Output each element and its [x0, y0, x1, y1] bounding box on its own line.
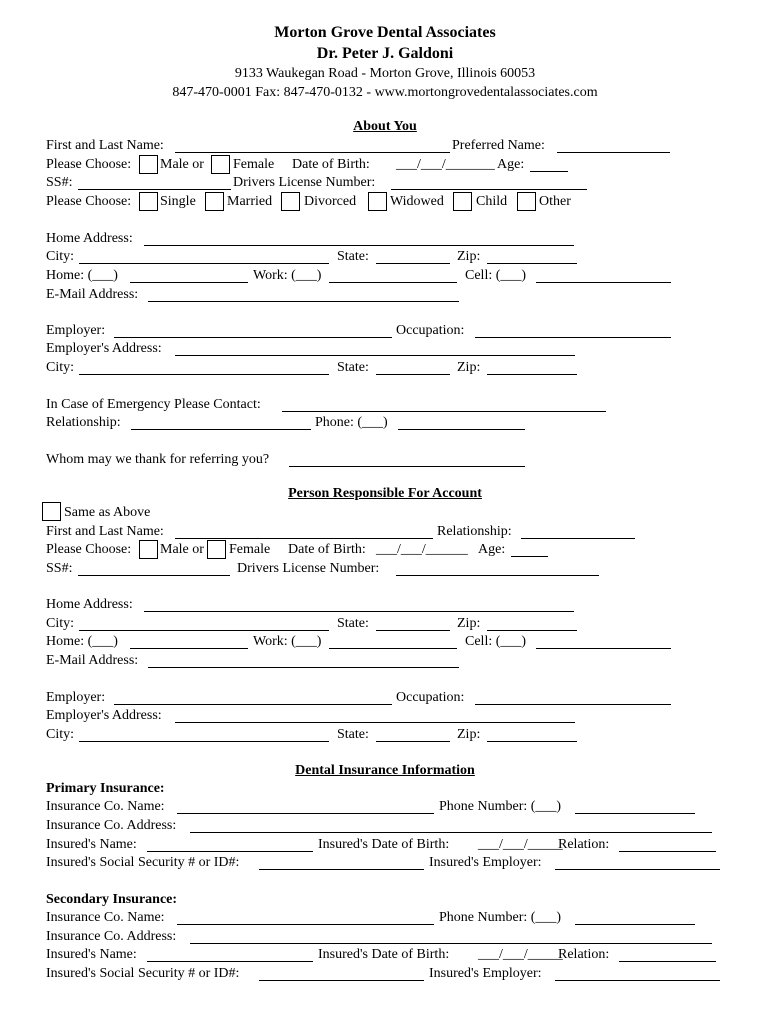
resp-female-checkbox[interactable] [207, 540, 226, 559]
employer-zip-field[interactable] [487, 359, 577, 375]
resp-home-address-label: Home Address: [46, 597, 133, 612]
referral-label: Whom may we thank for referring you? [46, 452, 270, 467]
divorced-label: Divorced [304, 194, 357, 209]
zip-label: Zip: [457, 249, 481, 264]
secondary-ssn-id-label: Insured's Social Security # or ID#: [46, 966, 240, 981]
resp-work-phone-label: Work: (___) [253, 634, 322, 649]
resp-employer-zip-field[interactable] [487, 726, 577, 742]
resp-age-label: Age: [478, 542, 506, 557]
primary-insured-dob-field[interactable]: ___/___/_____ [478, 837, 563, 852]
employer-field[interactable] [114, 322, 392, 338]
resp-ssn-field[interactable] [78, 560, 230, 576]
resp-employer-address-field[interactable] [175, 707, 575, 723]
insurance-heading: Dental Insurance Information [295, 763, 475, 778]
ssn-label: SS#: [46, 175, 73, 190]
preferred-name-label: Preferred Name: [452, 138, 545, 153]
secondary-relation-field[interactable] [619, 946, 716, 962]
emergency-phone-field[interactable] [398, 414, 525, 430]
resp-please-choose-label: Please Choose: [46, 542, 132, 557]
employer-zip-label: Zip: [457, 360, 481, 375]
work-phone-label: Work: (___) [253, 268, 322, 283]
secondary-employer-field[interactable] [555, 965, 720, 981]
resp-city-field[interactable] [79, 615, 329, 631]
resp-occupation-label: Occupation: [396, 690, 465, 705]
referral-field[interactable] [289, 451, 525, 467]
resp-employer-state-label: State: [337, 727, 369, 742]
secondary-phone-field[interactable] [575, 909, 695, 925]
resp-relationship-label: Relationship: [437, 524, 512, 539]
practice-contact: 847-470-0001 Fax: 847-470-0132 - www.mortongrovedentalassociates.com [172, 85, 598, 100]
age-field[interactable] [530, 156, 568, 172]
home-address-label: Home Address: [46, 231, 133, 246]
primary-co-name-field[interactable] [177, 798, 434, 814]
resp-employer-field[interactable] [114, 689, 392, 705]
resp-employer-zip-label: Zip: [457, 727, 481, 742]
practice-name: Morton Grove Dental Associates [274, 24, 496, 41]
resp-employer-label: Employer: [46, 690, 106, 705]
zip-field[interactable] [487, 248, 577, 264]
emergency-relationship-label: Relationship: [46, 415, 121, 430]
secondary-insured-dob-field[interactable]: ___/___/_____ [478, 947, 563, 962]
resp-female-label: Female [229, 542, 271, 557]
male-checkbox[interactable] [139, 155, 158, 174]
occupation-field[interactable] [475, 322, 671, 338]
practice-address: 9133 Waukegan Road - Morton Grove, Illinois 60053 [234, 66, 536, 81]
marital-please-choose-label: Please Choose: [46, 194, 132, 209]
resp-employer-state-field[interactable] [376, 726, 450, 742]
resp-city-label: City: [46, 616, 75, 631]
primary-relation-label: Relation: [558, 837, 610, 852]
resp-male-checkbox[interactable] [139, 540, 158, 559]
secondary-insured-dob-label: Insured's Date of Birth: [318, 947, 450, 962]
primary-co-address-field[interactable] [190, 817, 712, 833]
ssn-field[interactable] [78, 174, 231, 190]
first-last-name-label: First and Last Name: [46, 138, 164, 153]
resp-drivers-license-label: Drivers License Number: [237, 561, 380, 576]
email-label: E-Mail Address: [46, 287, 139, 302]
first-last-name-field[interactable] [175, 137, 450, 153]
other-checkbox[interactable] [517, 192, 536, 211]
resp-work-phone-field[interactable] [329, 633, 457, 649]
resp-email-field[interactable] [148, 652, 459, 668]
secondary-insured-name-label: Insured's Name: [46, 947, 137, 962]
resp-cell-phone-field[interactable] [536, 633, 671, 649]
cell-phone-label: Cell: (___) [465, 268, 527, 283]
primary-insured-name-field[interactable] [147, 836, 313, 852]
state-field[interactable] [376, 248, 450, 264]
resp-dob-field[interactable]: ___/___/______ [376, 542, 468, 557]
resp-age-field[interactable] [511, 541, 548, 557]
email-field[interactable] [148, 286, 459, 302]
cell-phone-field[interactable] [536, 267, 671, 283]
emergency-relationship-field[interactable] [131, 414, 311, 430]
employer-address-label: Employer's Address: [46, 341, 162, 356]
secondary-relation-label: Relation: [558, 947, 610, 962]
resp-ssn-label: SS#: [46, 561, 73, 576]
male-or-label: Male or [160, 157, 204, 172]
same-as-above-label: Same as Above [64, 505, 151, 520]
doctor-name: Dr. Peter J. Galdoni [316, 45, 454, 62]
child-checkbox[interactable] [453, 192, 472, 211]
home-phone-field[interactable] [130, 267, 248, 283]
primary-employer-label: Insured's Employer: [429, 855, 542, 870]
resp-first-last-name-field[interactable] [175, 523, 433, 539]
resp-zip-label: Zip: [457, 616, 481, 631]
work-phone-field[interactable] [329, 267, 457, 283]
primary-co-address-label: Insurance Co. Address: [46, 818, 177, 833]
preferred-name-field[interactable] [557, 137, 670, 153]
primary-insured-dob-label: Insured's Date of Birth: [318, 837, 450, 852]
state-label: State: [337, 249, 369, 264]
resp-email-label: E-Mail Address: [46, 653, 139, 668]
resp-relationship-field[interactable] [521, 523, 635, 539]
employer-label: Employer: [46, 323, 106, 338]
resp-state-field[interactable] [376, 615, 450, 631]
emergency-contact-label: In Case of Emergency Please Contact: [46, 397, 261, 412]
resp-home-address-field[interactable] [144, 596, 574, 612]
resp-cell-phone-label: Cell: (___) [465, 634, 527, 649]
widowed-label: Widowed [390, 194, 444, 209]
dob-label: Date of Birth: [292, 157, 370, 172]
resp-employer-city-label: City: [46, 727, 75, 742]
widowed-checkbox[interactable] [368, 192, 387, 211]
single-label: Single [160, 194, 196, 209]
dob-field[interactable]: ___/___/_______ [396, 157, 495, 172]
resp-zip-field[interactable] [487, 615, 577, 631]
resp-drivers-license-field[interactable] [396, 560, 599, 576]
resp-employer-address-label: Employer's Address: [46, 708, 162, 723]
primary-employer-field[interactable] [555, 854, 720, 870]
age-label: Age: [497, 157, 525, 172]
employer-state-field[interactable] [376, 359, 450, 375]
primary-relation-field[interactable] [619, 836, 716, 852]
primary-insured-name-label: Insured's Name: [46, 837, 137, 852]
married-label: Married [227, 194, 273, 209]
resp-dob-label: Date of Birth: [288, 542, 366, 557]
primary-ssn-id-label: Insured's Social Security # or ID#: [46, 855, 240, 870]
secondary-insured-name-field[interactable] [147, 946, 313, 962]
primary-co-name-label: Insurance Co. Name: [46, 799, 165, 814]
secondary-co-address-label: Insurance Co. Address: [46, 929, 177, 944]
home-phone-label: Home: (___) [46, 268, 118, 283]
divorced-checkbox[interactable] [281, 192, 300, 211]
drivers-license-field[interactable] [391, 174, 587, 190]
employer-address-field[interactable] [175, 340, 575, 356]
secondary-co-name-label: Insurance Co. Name: [46, 910, 165, 925]
emergency-phone-label: Phone: (___) [315, 415, 388, 430]
primary-phone-label: Phone Number: (___) [439, 799, 562, 814]
resp-home-phone-field[interactable] [130, 633, 248, 649]
occupation-label: Occupation: [396, 323, 465, 338]
about-you-heading: About You [353, 119, 417, 134]
secondary-insurance-heading: Secondary Insurance: [46, 892, 178, 907]
resp-male-or-label: Male or [160, 542, 204, 557]
secondary-co-address-field[interactable] [190, 928, 712, 944]
secondary-employer-label: Insured's Employer: [429, 966, 542, 981]
female-label: Female [233, 157, 275, 172]
resp-state-label: State: [337, 616, 369, 631]
primary-phone-field[interactable] [575, 798, 695, 814]
employer-city-label: City: [46, 360, 75, 375]
single-checkbox[interactable] [139, 192, 158, 211]
other-label: Other [539, 194, 571, 209]
employer-state-label: State: [337, 360, 369, 375]
married-checkbox[interactable] [205, 192, 224, 211]
primary-ssn-id-field[interactable] [259, 854, 424, 870]
primary-insurance-heading: Primary Insurance: [46, 781, 165, 796]
female-checkbox[interactable] [211, 155, 230, 174]
resp-occupation-field[interactable] [475, 689, 671, 705]
home-address-field[interactable] [144, 230, 574, 246]
employer-city-field[interactable] [79, 359, 329, 375]
city-field[interactable] [79, 248, 329, 264]
responsible-heading: Person Responsible For Account [288, 486, 482, 501]
secondary-co-name-field[interactable] [177, 909, 434, 925]
same-as-above-checkbox[interactable] [42, 502, 61, 521]
secondary-ssn-id-field[interactable] [259, 965, 424, 981]
child-label: Child [476, 194, 508, 209]
resp-home-phone-label: Home: (___) [46, 634, 118, 649]
resp-first-last-name-label: First and Last Name: [46, 524, 164, 539]
please-choose-label: Please Choose: [46, 157, 132, 172]
secondary-phone-label: Phone Number: (___) [439, 910, 562, 925]
emergency-contact-field[interactable] [282, 396, 606, 412]
city-label: City: [46, 249, 75, 264]
resp-employer-city-field[interactable] [79, 726, 329, 742]
drivers-license-label: Drivers License Number: [233, 175, 376, 190]
